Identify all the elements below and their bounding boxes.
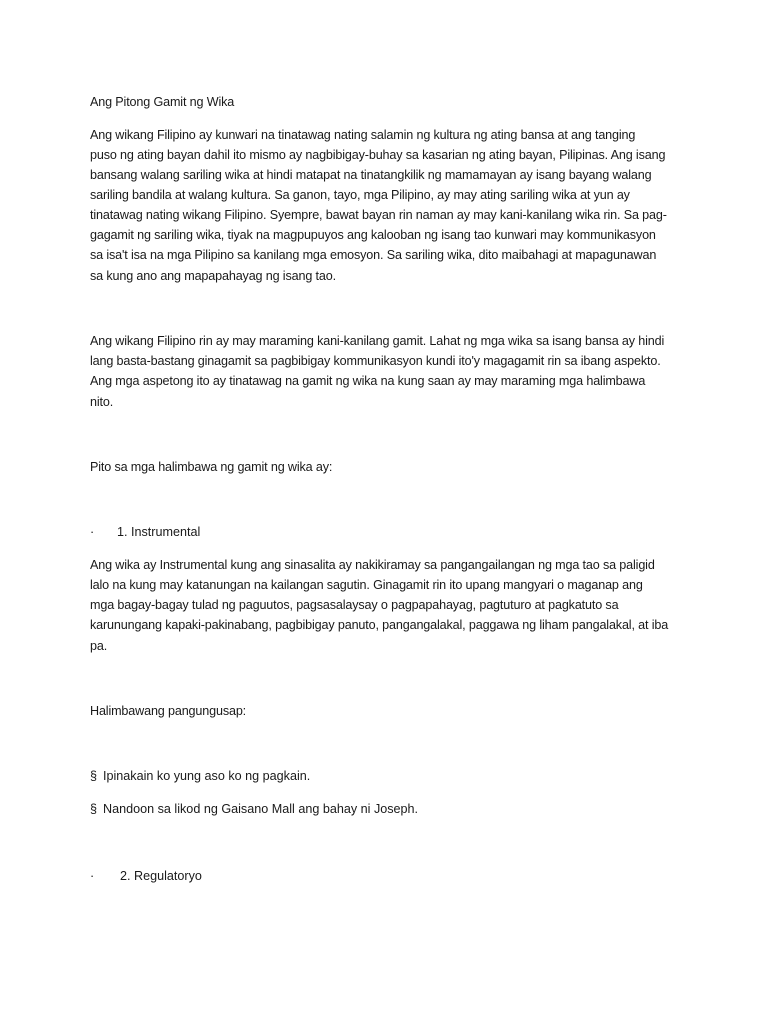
list-item-label: 1. Instrumental [117, 525, 201, 539]
list-item-label: 2. Regulatoryo [120, 869, 202, 883]
intro-line: Pito sa mga halimbawa ng gamit ng wika ay: [90, 460, 333, 474]
paragraph-line: Ang wikang Filipino ay kunwari na tinatawag nating salamin ng kultura ng ating bansa at ang tanging [90, 128, 636, 142]
section-marker: § [90, 769, 98, 783]
document-title: Ang Pitong Gamit ng Wika [90, 95, 235, 109]
paragraph-line: lang basta-bastang ginagamit sa pagbibigay kommunikasyon kundi ito'y magagamit rin sa ibang aspekto. [90, 354, 661, 368]
paragraph-line: sa kung ano ang mapapahayag ng isang tao. [90, 269, 336, 283]
bullet-marker: · [90, 869, 95, 883]
paragraph-line: Ang mga aspetong ito ay tinatawag na gamit ng wika na kung saan ay may maraming mga halimbawa [90, 374, 646, 388]
example-text: Ipinakain ko yung aso ko ng pagkain. [103, 769, 311, 783]
paragraph-line: gagamit ng sariling wika, tiyak na magpupuyos ang kalooban ng isang tao kunwari may kommunikasyon [90, 228, 656, 242]
paragraph-line: Ang wika ay Instrumental kung ang sinasalita ay nakikiramay sa pangangailangan ng mga tao sa paligid [90, 558, 655, 572]
example-heading: Halimbawang pangungusap: [90, 704, 247, 718]
paragraph-line: lalo na kung may katanungan na kailangan sagutin. Ginagamit rin ito upang mangyari o maganap ang [90, 578, 643, 592]
paragraph-line: nito. [90, 395, 114, 409]
paragraph-line: tinatawag nating wikang Filipino. Syempre, bawat bayan rin naman ay may kani-kanilang wika rin. Sa pag- [90, 208, 667, 222]
bullet-marker: · [90, 525, 95, 539]
paragraph-line: mga bagay-bagay tulad ng paguutos, pagsasalaysay o pagpapahayag, pagtuturo at pagkatuto sa [90, 598, 619, 612]
paragraph-line: karunungang kapaki-pakinabang, pagbibigay panuto, pangangalakal, paggawa ng liham pangalakal, at iba [90, 618, 669, 632]
paragraph-line: bansang walang sariling wika at hindi matapat na tinatangkilik ng mamamayan ay isang bayang walang [90, 168, 652, 182]
paragraph-line: pa. [90, 639, 108, 653]
section-marker: § [90, 802, 98, 816]
paragraph-line: Ang wikang Filipino rin ay may maraming kani-kanilang gamit. Lahat ng mga wika sa isang bansa ay hindi [90, 334, 665, 348]
paragraph-line: sariling bandila at walang kultura. Sa ganon, tayo, mga Pilipino, ay may ating sariling wika at yun ay [90, 188, 630, 202]
example-text: Nandoon sa likod ng Gaisano Mall ang bahay ni Joseph. [103, 802, 419, 816]
paragraph-line: sa isa't isa na mga Pilipino sa kanilang mga emosyon. Sa sariling wika, dito maibahagi at mapagunawan [90, 248, 657, 262]
paragraph-line: puso ng ating bayan dahil ito mismo ay nagbibigay-buhay sa kasarian ng ating bayan, Pilipinas. Ang isang [90, 148, 666, 162]
